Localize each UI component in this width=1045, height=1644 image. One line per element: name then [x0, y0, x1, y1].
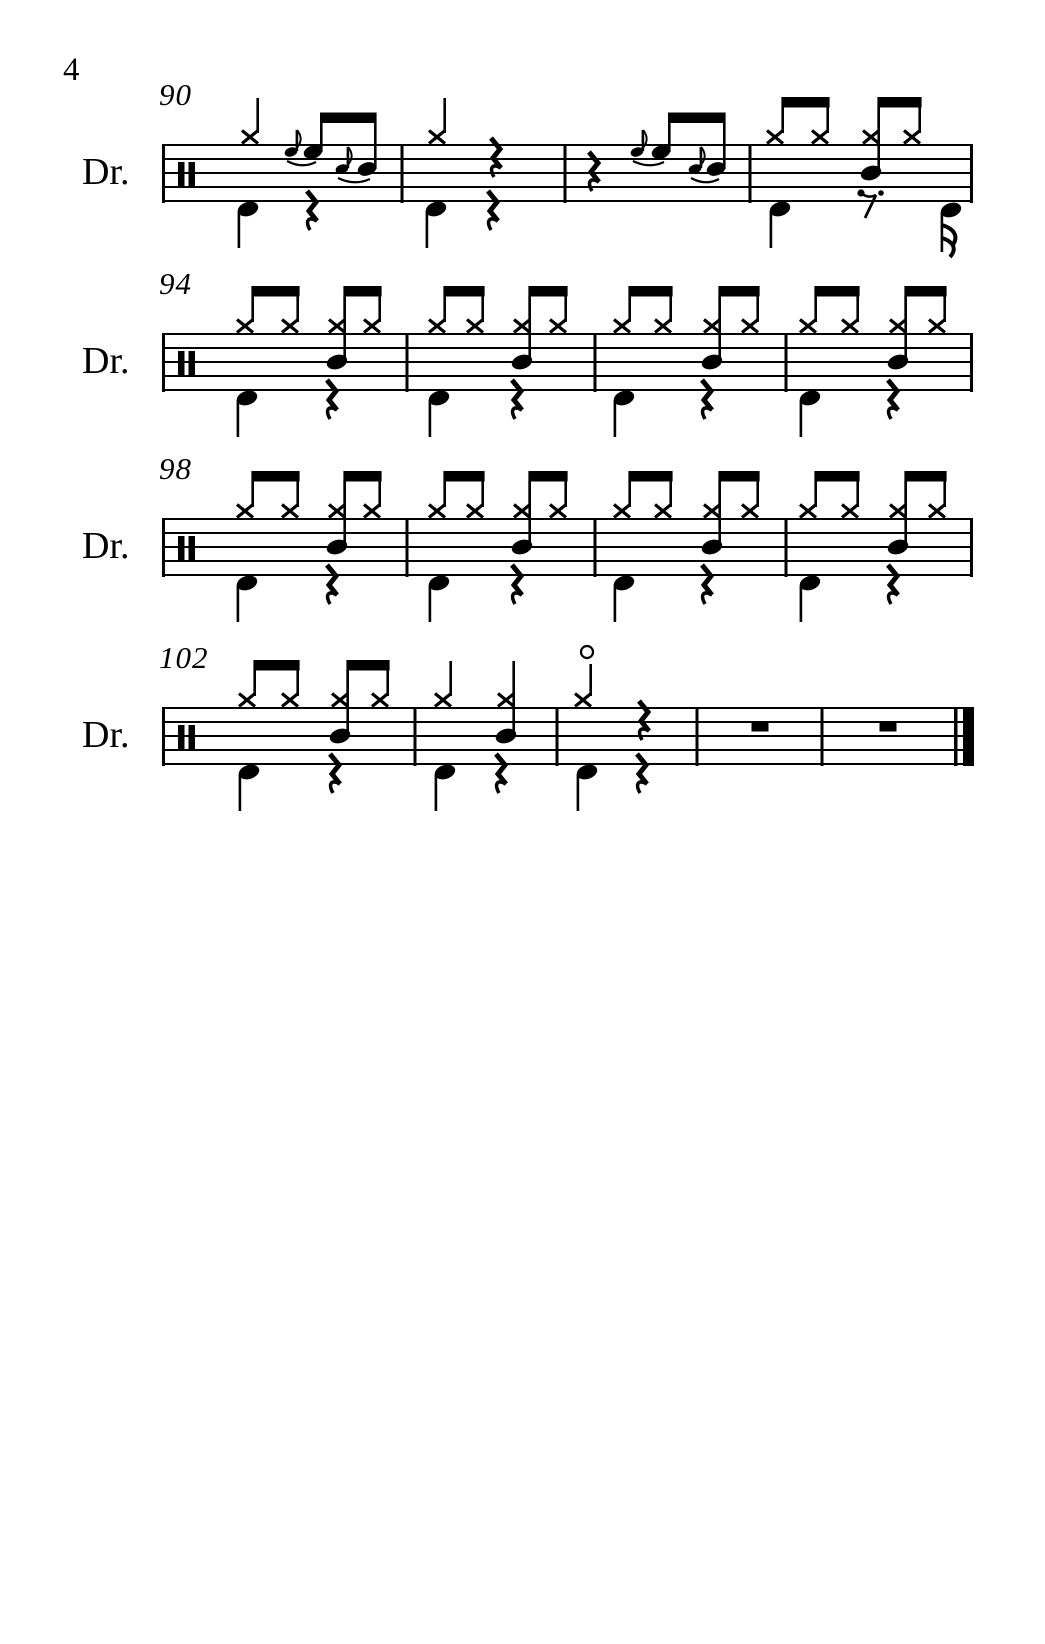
- barline: [749, 144, 752, 203]
- barline: [564, 144, 567, 203]
- hihat-eighth-pair: [329, 471, 382, 518]
- bass-drum-note: [798, 388, 822, 437]
- barline: [821, 707, 824, 766]
- quarter-rest: [491, 138, 501, 177]
- start-barline: [162, 518, 165, 577]
- bass-drum-note: [575, 762, 599, 811]
- end-barline: [970, 518, 973, 577]
- part-label-drums-1: Dr.: [82, 151, 130, 193]
- hihat-eighth-pair: [614, 471, 673, 518]
- quarter-rest: [888, 380, 898, 419]
- start-barline: [162, 333, 165, 392]
- percussion-clef: [178, 162, 195, 188]
- hihat-eighth-pair: [890, 471, 947, 518]
- final-barline: [954, 707, 974, 766]
- bass-drum-note: [612, 388, 636, 437]
- start-barline: [162, 144, 165, 203]
- quarter-rest: [327, 380, 337, 419]
- percussion-clef: [178, 351, 195, 377]
- quarter-rest: [637, 754, 647, 793]
- start-barline: [162, 707, 165, 766]
- quarter-rest: [307, 191, 317, 230]
- system-90: [162, 97, 973, 257]
- hihat-eighth-pair: [704, 471, 760, 518]
- hihat-eighth-pair: [800, 286, 860, 333]
- bass-drum-note: [433, 762, 457, 811]
- staff-lines: [162, 518, 973, 576]
- hihat-eighth-pair: [429, 471, 485, 518]
- quarter-rest: [327, 565, 337, 604]
- page-number: 4: [63, 52, 80, 88]
- bass-drum-note: [427, 573, 451, 622]
- bass-drum-note: [235, 388, 259, 437]
- barline: [406, 333, 409, 392]
- hihat-eighth-pair: [239, 660, 300, 707]
- flam-eighth-pair: [629, 113, 727, 183]
- whole-measure-rest: [752, 723, 769, 732]
- system-102: [162, 646, 974, 811]
- quarter-rest: [512, 380, 522, 419]
- hihat-eighth-pair: [237, 471, 300, 518]
- quarter-rest: [330, 754, 340, 793]
- barline: [556, 707, 559, 766]
- hihat-quarter-note: [242, 98, 259, 144]
- barline: [785, 518, 788, 577]
- barline: [401, 144, 404, 203]
- hihat-eighth-pair: [332, 660, 390, 707]
- barline: [594, 518, 597, 577]
- staff-lines: [162, 707, 973, 765]
- barline: [696, 707, 699, 766]
- barline: [785, 333, 788, 392]
- hihat-eighth-pair: [329, 286, 382, 333]
- bass-drum-note: [237, 762, 261, 811]
- barline: [406, 518, 409, 577]
- bass-drum-note: [236, 199, 260, 248]
- measure-number-90: 90: [159, 77, 192, 112]
- measure-number-98: 98: [159, 451, 192, 486]
- bass-drum-note: [768, 199, 792, 248]
- system-98: [162, 471, 973, 622]
- flam-eighth-pair: [283, 113, 378, 183]
- quarter-rest: [639, 701, 649, 740]
- bass-drum-note: [798, 573, 822, 622]
- open-hihat-note: [575, 646, 593, 707]
- dotted-eighth-rest: [857, 189, 883, 218]
- hihat-eighth-pair: [890, 286, 947, 333]
- bass-drum-note: [612, 573, 636, 622]
- hihat-eighth-pair: [237, 286, 300, 333]
- bass-drum-sixteenth-note: [939, 200, 963, 257]
- hihat-eighth-pair: [800, 471, 860, 518]
- barline: [414, 707, 417, 766]
- hihat-eighth-pair: [704, 286, 760, 333]
- hihat-eighth-pair: [863, 97, 922, 144]
- percussion-clef: [178, 536, 195, 562]
- part-label-drums-4: Dr.: [82, 714, 130, 756]
- quarter-rest: [702, 380, 712, 419]
- hihat-eighth-pair: [514, 471, 568, 518]
- hihat-eighth-pair: [767, 97, 830, 144]
- bass-drum-note: [424, 199, 448, 248]
- hihat-eighth-pair: [614, 286, 673, 333]
- quarter-rest: [888, 565, 898, 604]
- staff-lines: [162, 333, 973, 391]
- part-label-drums-2: Dr.: [82, 340, 130, 382]
- whole-measure-rest: [880, 723, 897, 732]
- quarter-rest: [512, 565, 522, 604]
- hihat-snare-quarter-note: [494, 661, 518, 746]
- part-label-drums-3: Dr.: [82, 525, 130, 567]
- staff-lines: [162, 144, 973, 202]
- end-barline: [970, 333, 973, 392]
- hihat-eighth-pair: [514, 286, 568, 333]
- measure-number-102: 102: [159, 640, 209, 675]
- end-barline: [970, 144, 973, 203]
- percussion-clef: [178, 725, 195, 751]
- hihat-eighth-pair: [429, 286, 485, 333]
- hihat-quarter-note: [435, 661, 452, 707]
- barline: [594, 333, 597, 392]
- bass-drum-note: [427, 388, 451, 437]
- bass-drum-note: [235, 573, 259, 622]
- quarter-rest: [589, 152, 599, 191]
- quarter-rest: [702, 565, 712, 604]
- hihat-quarter-note: [429, 98, 446, 144]
- measure-number-94: 94: [159, 266, 192, 301]
- system-94: [162, 286, 973, 437]
- quarter-rest: [496, 754, 506, 793]
- quarter-rest: [488, 191, 498, 230]
